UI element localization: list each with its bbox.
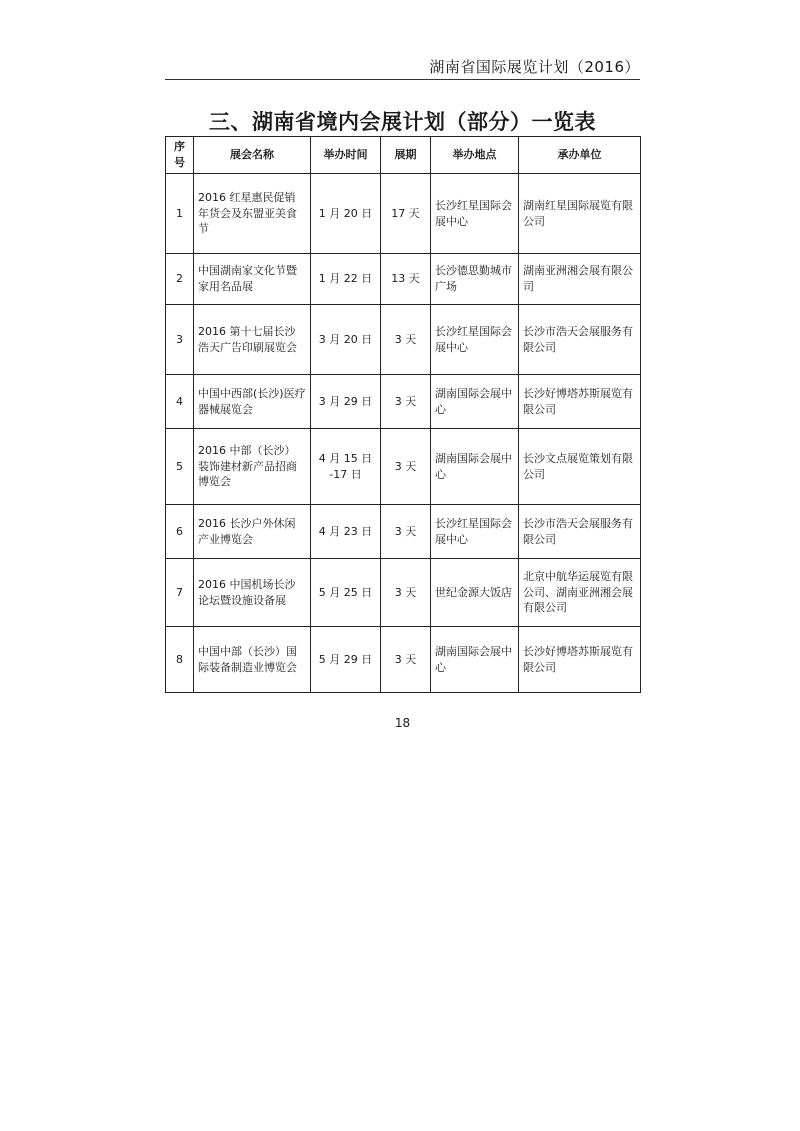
row-no: 4 [166, 375, 194, 429]
table-row [166, 254, 641, 305]
row-no: 2 [166, 254, 194, 305]
table-row [166, 627, 641, 693]
row-name: 2016 第十七届长沙浩天广告印刷展览会 [194, 305, 311, 375]
row-organizer: 长沙市浩天会展服务有限公司 [519, 305, 641, 375]
row-venue: 长沙红星国际会展中心 [431, 305, 519, 375]
row-organizer: 湖南红星国际展览有限公司 [519, 174, 641, 254]
column-header-date: 举办时间 [311, 137, 381, 174]
table-header-row [166, 137, 641, 174]
row-duration: 13 天 [381, 254, 431, 305]
row-venue: 长沙红星国际会展中心 [431, 174, 519, 254]
row-organizer: 长沙好博塔苏斯展览有限公司 [519, 375, 641, 429]
row-duration: 3 天 [381, 505, 431, 559]
row-name: 2016 红星惠民促销年货会及东盟亚美食节 [194, 174, 311, 254]
table-row [166, 505, 641, 559]
row-date: 3 月 20 日 [311, 305, 381, 375]
column-header-venue: 举办地点 [431, 137, 519, 174]
table-row [166, 429, 641, 505]
row-duration: 3 天 [381, 375, 431, 429]
row-name: 中国中西部(长沙)医疗器械展览会 [194, 375, 311, 429]
row-name: 中国中部（长沙）国际装备制造业博览会 [194, 627, 311, 693]
column-header-organizer: 承办单位 [519, 137, 641, 174]
row-date: 4 月 23 日 [311, 505, 381, 559]
row-venue: 湖南国际会展中心 [431, 627, 519, 693]
row-date: 4 月 15 日 -17 日 [311, 429, 381, 505]
row-no: 1 [166, 174, 194, 254]
row-duration: 17 天 [381, 174, 431, 254]
row-duration: 3 天 [381, 627, 431, 693]
table-row [166, 559, 641, 627]
row-organizer: 北京中航华运展览有限公司、湖南亚洲湘会展有限公司 [519, 559, 641, 627]
row-venue: 湖南国际会展中心 [431, 429, 519, 505]
row-name: 中国湖南家文化节暨家用名品展 [194, 254, 311, 305]
row-no: 3 [166, 305, 194, 375]
table-row [166, 305, 641, 375]
page-number: 18 [394, 716, 411, 730]
column-header-duration: 展期 [381, 137, 431, 174]
table-row [166, 375, 641, 429]
row-date: 5 月 25 日 [311, 559, 381, 627]
column-header-no: 序号 [166, 137, 194, 174]
row-duration: 3 天 [381, 559, 431, 627]
row-no: 5 [166, 429, 194, 505]
row-name: 2016 长沙户外休闲产业博览会 [194, 505, 311, 559]
row-date: 3 月 29 日 [311, 375, 381, 429]
row-date: 1 月 22 日 [311, 254, 381, 305]
row-date: 5 月 29 日 [311, 627, 381, 693]
page-title: 三、湖南省境内会展计划（部分）一览表 [209, 110, 596, 134]
row-venue: 长沙德思勤城市广场 [431, 254, 519, 305]
row-organizer: 长沙市浩天会展服务有限公司 [519, 505, 641, 559]
header-rule [165, 79, 640, 80]
running-header: 湖南省国际展览计划（2016） [429, 58, 640, 76]
row-venue: 湖南国际会展中心 [431, 375, 519, 429]
row-duration: 3 天 [381, 305, 431, 375]
row-no: 8 [166, 627, 194, 693]
row-organizer: 长沙好博塔苏斯展览有限公司 [519, 627, 641, 693]
row-duration: 3 天 [381, 429, 431, 505]
row-venue: 世纪金源大饭店 [431, 559, 519, 627]
row-venue: 长沙红星国际会展中心 [431, 505, 519, 559]
row-organizer: 长沙文点展览策划有限公司 [519, 429, 641, 505]
exhibition-plan-table [165, 136, 641, 693]
row-date: 1 月 20 日 [311, 174, 381, 254]
row-organizer: 湖南亚洲湘会展有限公司 [519, 254, 641, 305]
row-no: 6 [166, 505, 194, 559]
row-name: 2016 中部（长沙）装饰建材新产品招商博览会 [194, 429, 311, 505]
column-header-name: 展会名称 [194, 137, 311, 174]
row-no: 7 [166, 559, 194, 627]
table-row [166, 174, 641, 254]
row-name: 2016 中国机场长沙论坛暨设施设备展 [194, 559, 311, 627]
